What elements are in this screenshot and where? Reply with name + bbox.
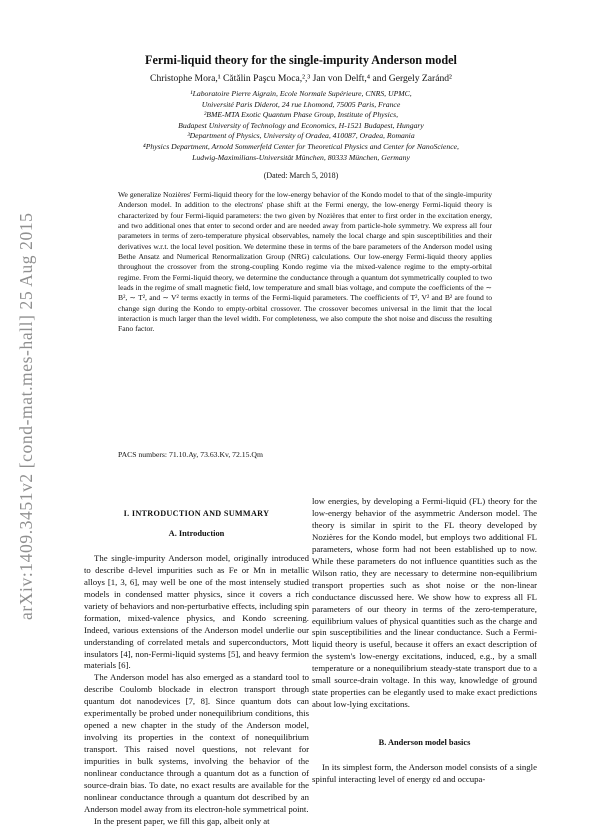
affiliation-line: Université Paris Diderot, 24 rue Lhomond, 75005 Paris, France (201, 99, 401, 109)
section-heading: I. INTRODUCTION AND SUMMARY (123, 509, 270, 518)
affiliation-line: Ludwig-Maximilians-Universität München, 80333 München, Germany (192, 152, 410, 162)
body-paragraph: In its simplest form, the Anderson model consists of a single spinful interacting level of energy εd and occupa- (312, 762, 537, 785)
body-paragraph: The single-impurity Anderson model, originally introduced to describe d-level impurities such as Fe or Mn in metallic alloys [1, 3, 6], may well be one of the most intensely studied models in condensed matter physics, since it covers a rich variety of behaviors and non-perturbative effects, including spin formation, mixed-valence physics, and Kondo screening. Indeed, various extensions of the Anderson model underlie our understanding of correlated metals and superconductors, Mott insulators [4], non-Fermi-liquid systems [5], and heavy fermion materials [6]. (84, 552, 309, 671)
author-list: Christophe Mora,¹ Cătălin Paşcu Moca,²,³ Jan von Delft,⁴ and Gergely Zaránd² (150, 73, 452, 84)
paper-title: Fermi-liquid theory for the single-impurity Anderson model (145, 53, 457, 67)
abstract: We generalize Nozières' Fermi-liquid theory for the low-energy behavior of the Kondo model to that of the single-impurity Anderson model. In addition to the electrons' phase shift at the Fermi energy, the low-energy Fermi-liquid theory is characterized by four Fermi-liquid parameters: the two given by Nozières that enter to first order in the excitation energy, and two additional ones that enter to second order and are needed away from particle-hole symmetry. We express all four parameters in terms of zero-temperature physical observables, namely the local charge and spin susceptibilities and their derivatives w.r.t. the local level position. We determine these in terms of the bare parameters of the Anderson model using Bethe Ansatz and Numerical Renormalization Group (NRG) calculations. Our low-energy Fermi-liquid theory applies throughout the crossover from the strong-coupling Kondo regime via the mixed-valence regime to the empty-orbital regime. From the Fermi-liquid theory, we determine the conductance through a quantum dot symmetrically coupled to two leads in the regime of small magnetic field, low temperature and small bias voltage, and compute the coefficients of the ∼ B², ∼ T², and ∼ V² terms exactly in terms of the Fermi-liquid parameters. The coefficients of T², V² and B² are found to change sign during the Kondo to empty-orbital crossover. The crossover becomes universal in the limit that the local interaction is much larger than the level width. For completeness, we also compute the shot noise and discuss the resulting Fano factor. (118, 190, 492, 334)
left-column (84, 508, 309, 828)
affiliations (60, 89, 542, 163)
affiliation-line: Budapest University of Technology and Economics, H-1521 Budapest, Hungary (178, 120, 424, 130)
affiliation-line: ¹Laboratoire Pierre Aigrain, Ecole Normale Supérieure, CNRS, UPMC, (190, 89, 412, 98)
subsection-heading: A. Introduction (168, 528, 225, 538)
subsection-heading: B. Anderson model basics (378, 738, 471, 748)
affiliation-line: ⁴Physics Department, Arnold Sommerfeld Center for Theoretical Physics and Center for NanoScience, (143, 141, 459, 151)
dated-line: (Dated: March 5, 2018) (263, 171, 339, 180)
affiliation-line: ³Department of Physics, University of Oradea, 410087, Oradea, Romania (187, 131, 415, 141)
body-paragraph: In the present paper, we fill this gap, albeit only at (94, 815, 270, 826)
pacs-numbers: PACS numbers: 71.10.Ay, 73.63.Kv, 72.15.Qm (118, 450, 263, 459)
body-paragraph: The Anderson model has also emerged as a standard tool to describe Coulomb blockade in electron transport through quantum dot nanodevices [7, 8]. Since quantum dots can experimentally be probed under nonequilibrium conditions, this opened a new chapter in the study of the Anderson model, involving its properties in the context of nonequilibrium transport. This raised novel questions, not relevant for impurities in bulk systems, involving the behavior of the nonlinear conductance through a quantum dot as a function of source-drain bias. To date, no exact results are available for the nonlinear conductance through a quantum dot described by an Anderson model away from its electron-hole symmetrical point. (84, 672, 309, 814)
right-column (312, 496, 537, 786)
body-paragraph: low energies, by developing a Fermi-liquid (FL) theory for the low-energy behavior of the asymmetric Anderson model. The theory is similar in spirit to the FL theory developed by Nozières for the Kondo model, but employs two additional FL parameters, whose form had not been established up to now. While these parameters do not influence quantities such as the Wilson ratio, they are necessary to determine non-equilibrium transport properties such as shot noise or the non-linear conductance discussed here. We show how to express all FL parameters of our theory in terms of the zero-temperature, equilibrium values of physical quantities such as the charge and spin susceptibilities and the linear conductance. Such a Fermi-liquid theory is useful, because it offers an exact description of the system's low-energy excitations, induced, e.g., by a small temperature or a nonequilibrium steady-state transport due to a small source-drain voltage. In this way, knowledge of ground state properties can be elegantly used to make exact predictions about low-lying excitations. (312, 496, 537, 710)
arxiv-identifier-sidebar: arXiv:1409.3451v2 [cond-mat.mes-hall] 25 Aug 2015 (16, 212, 36, 620)
affiliation-line: ²BME-MTA Exotic Quantum Phase Group, Institute of Physics, (203, 110, 399, 120)
